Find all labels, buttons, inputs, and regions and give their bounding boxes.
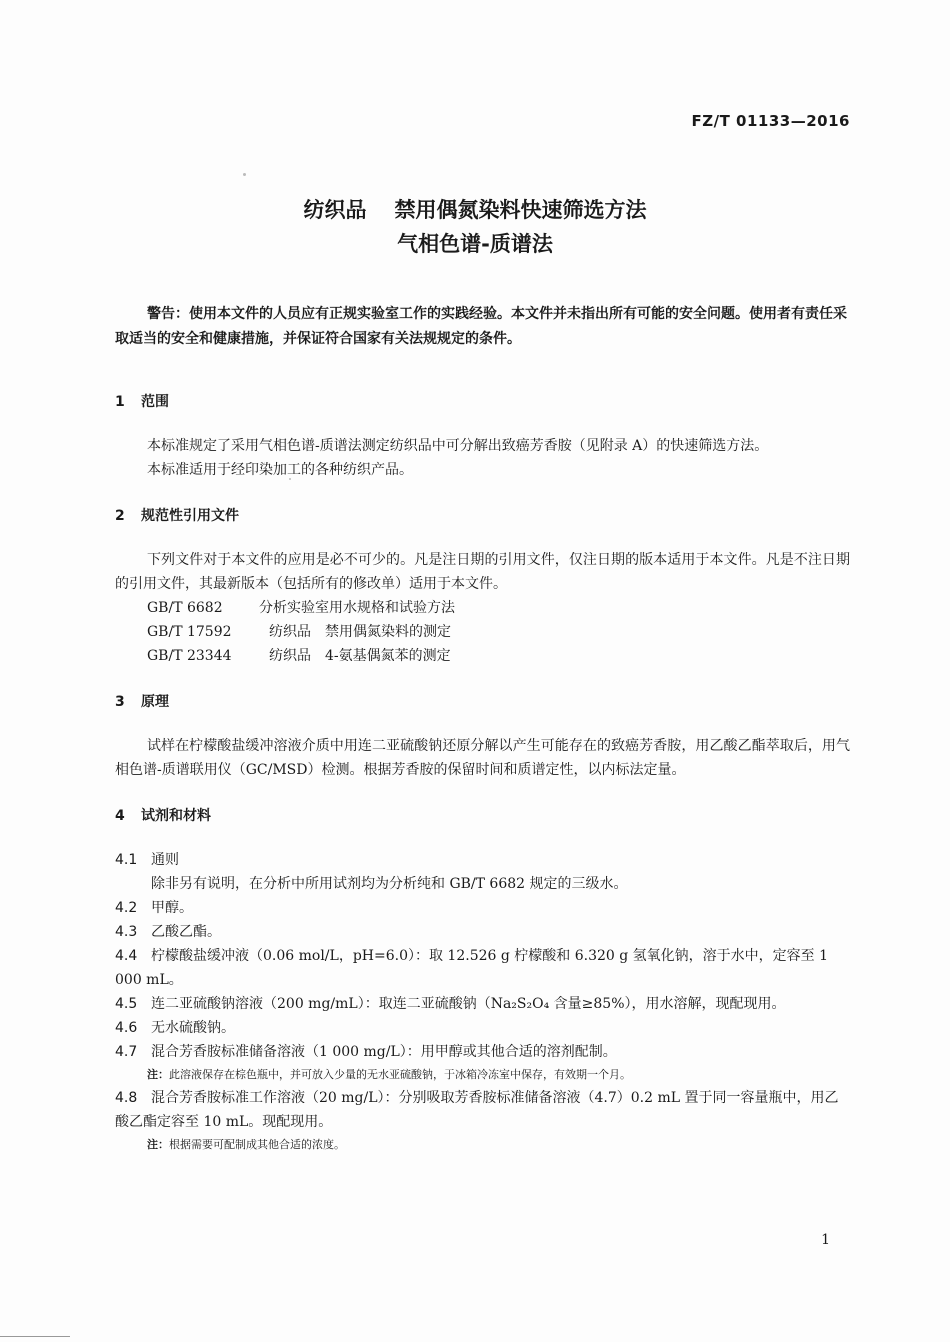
item-4-6: 4.6 无水硫酸钠。 xyxy=(115,1020,235,1036)
section-1-paragraph-2: 本标准适用于经印染加工的各种纺织产品。 xyxy=(147,462,413,478)
section-3-paragraph-1: 试样在柠檬酸盐缓冲溶液介质中用连二亚硫酸钠还原分解以产生可能存在的致癌芳香胺，用乙酸乙酯萃取后，用气相色谱-质谱联用仪（GC/MSD）检测。根据芳香胺的保留时间和质谱定性，以内标法定量。 xyxy=(115,738,850,778)
section-3-heading: 3 原理 xyxy=(115,694,169,710)
page-number: 1 xyxy=(821,1232,830,1248)
scan-speck xyxy=(289,478,291,480)
note-1: 注：此溶液保存在棕色瓶中，并可放入少量的无水亚硫酸钠，于冰箱冷冻室中保存，有效期一个月。 xyxy=(147,1068,631,1081)
title-line-1 xyxy=(0,193,950,227)
note-2: 注：根据需要可配制成其他合适的浓度。 xyxy=(147,1138,345,1151)
title-line-2: 气相色谱-质谱法 xyxy=(397,232,553,256)
section-1-heading: 1 范围 xyxy=(115,394,169,410)
section-2-heading: 2 规范性引用文件 xyxy=(115,508,239,524)
scan-edge-line xyxy=(0,1336,70,1337)
title-part-1: 纺织品 xyxy=(303,198,367,222)
normative-reference: GB/T 17592 纺织品 禁用偶氮染料的测定 xyxy=(147,624,451,640)
item-4-1: 4.1 通则 xyxy=(115,852,179,868)
section-4-heading: 4 试剂和材料 xyxy=(115,808,211,824)
warning-paragraph: 警告：使用本文件的人员应有正规实验室工作的实践经验。本文件并未指出所有可能的安全问题。使用者有责任采取适当的安全和健康措施，并保证符合国家有关法规规定的条件。 xyxy=(115,306,847,347)
section-2-paragraph-1: 下列文件对于本文件的应用是必不可少的。凡是注日期的引用文件，仅注日期的版本适用于本文件。凡是不注日期的引用文件，其最新版本（包括所有的修改单）适用于本文件。 xyxy=(115,552,850,592)
title-part-2: 禁用偶氮染料快速筛选方法 xyxy=(394,198,647,222)
normative-reference: GB/T 23344 纺织品 4-氨基偶氮苯的测定 xyxy=(147,648,451,664)
item-4-2: 4.2 甲醇。 xyxy=(115,900,193,916)
item-4-3: 4.3 乙酸乙酯。 xyxy=(115,924,221,940)
general-paragraph: 除非另有说明，在分析中所用试剂均为分析纯和 GB/T 6682 规定的三级水。 xyxy=(151,876,628,892)
item-4-4: 4.4 柠檬酸盐缓冲液（0.06 mol/L，pH=6.0）：取 12.526 g 柠檬酸和 6.320 g 氢氧化钠，溶于水中，定容至 1 000 mL。 xyxy=(115,948,829,988)
item-4-5: 4.5 连二亚硫酸钠溶液（200 mg/mL）：取连二亚硫酸钠（Na₂S₂O₄ 含量≥85%），用水溶解，现配现用。 xyxy=(115,996,786,1012)
section-1-paragraph-1: 本标准规定了采用气相色谱-质谱法测定纺织品中可分解出致癌芳香胺（见附录 A）的快速筛选方法。 xyxy=(147,438,769,454)
item-4-7: 4.7 混合芳香胺标准储备溶液（1 000 mg/L）：用甲醇或其他合适的溶剂配制。 xyxy=(115,1044,617,1060)
document-body xyxy=(115,302,850,1156)
document-title xyxy=(0,193,950,261)
normative-reference: GB/T 6682 分析实验室用水规格和试验方法 xyxy=(147,600,455,616)
scan-speck xyxy=(243,173,246,176)
standard-code: FZ/T 01133—2016 xyxy=(691,112,850,130)
item-4-8: 4.8 混合芳香胺标准工作溶液（20 mg/L）：分别吸取芳香胺标准储备溶液（4.7）0.2 mL 置于同一容量瓶中，用乙酸乙酯定容至 10 mL。现配现用。 xyxy=(115,1090,839,1130)
